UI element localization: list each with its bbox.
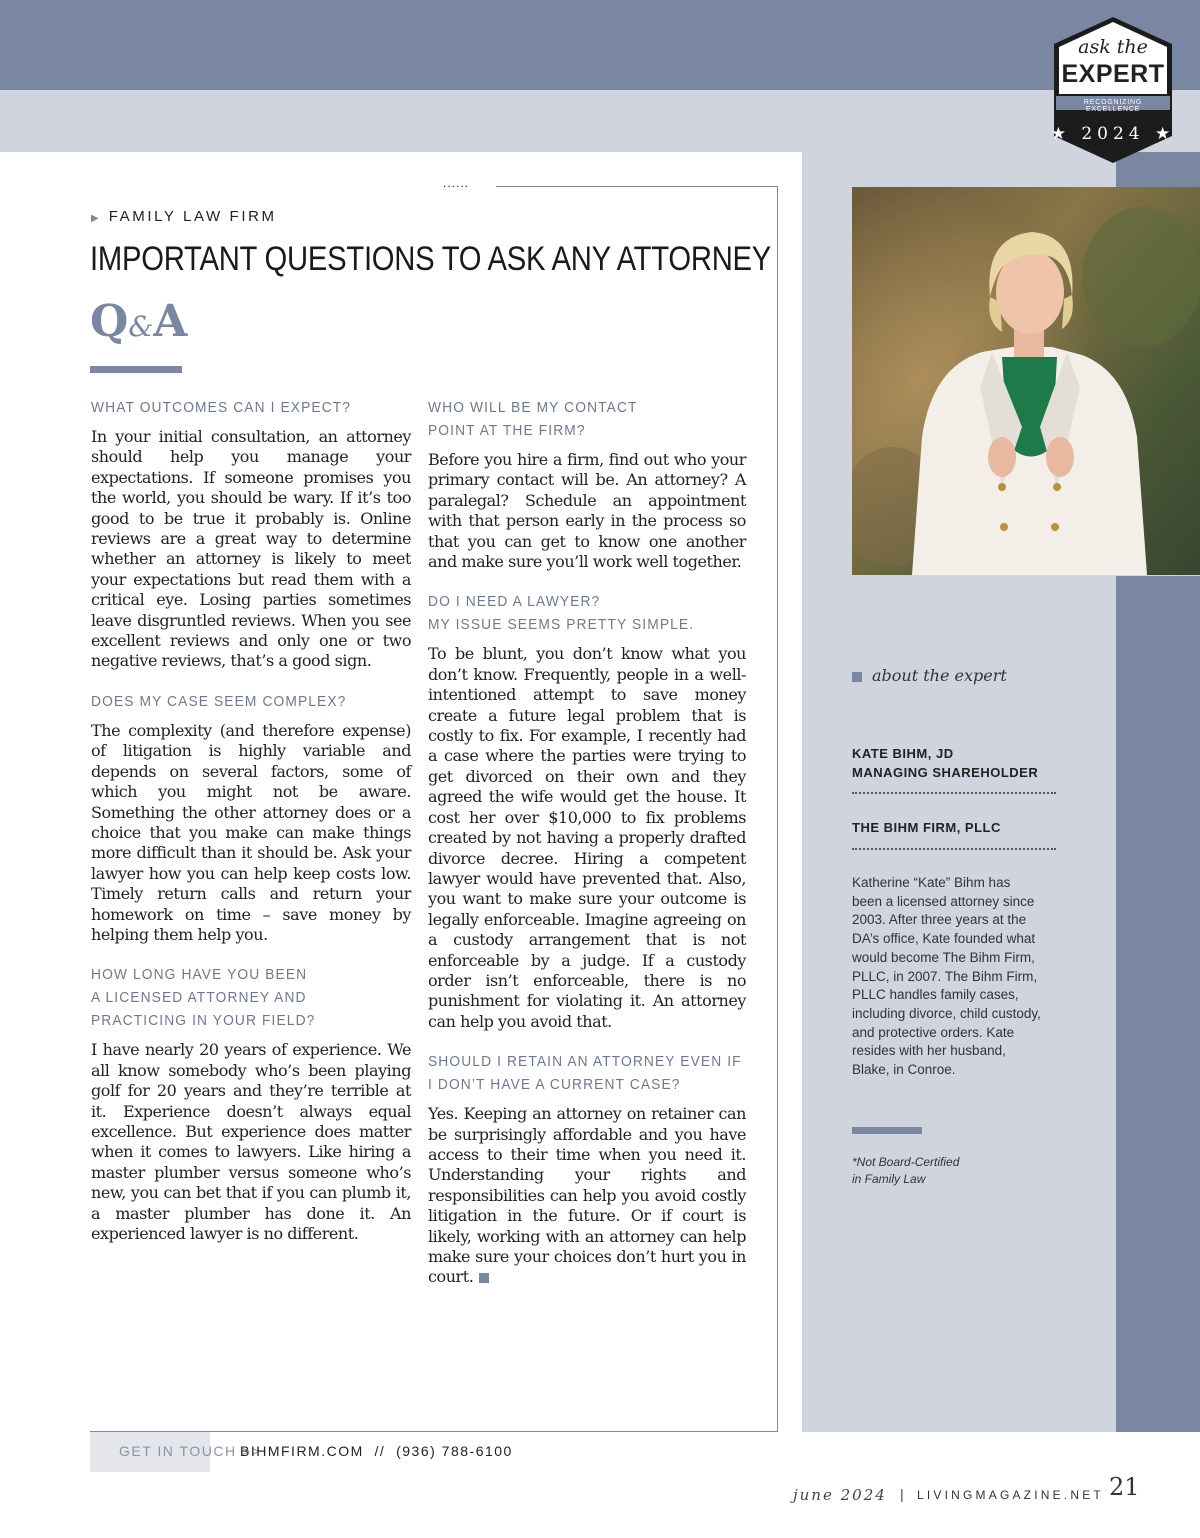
magazine-website[interactable]: LIVINGMAGAZINE.NET [917, 1488, 1104, 1502]
mid-color-band [0, 90, 1200, 152]
expert-bio: Katherine “Kate” Bihm has been a licensed attorney since 2003. After three years at the DA’s office, Kate founded what would become The Bihm Firm, PLLC, in 2007. The Bihm Firm, PLLC handles family cases, including divorce, child custody, and protective orders. Kate resides with her husband, Blake, in Conroe. [852, 875, 1041, 1078]
question-heading [91, 963, 385, 1032]
question-text: WHAT OUTCOMES CAN I EXPECT? [91, 399, 352, 416]
qa-logo [90, 296, 187, 347]
question-text-line: SHOULD I RETAIN AN ATTORNEY EVEN IF [428, 1053, 742, 1071]
question-heading [91, 396, 385, 419]
about-the-expert-label [852, 666, 1007, 685]
triangle-icon: ▶ [91, 213, 99, 224]
question-text-line: MY ISSUE SEEMS PRETTY SIMPLE. [428, 616, 695, 634]
square-bullet-icon [852, 672, 862, 682]
end-mark-icon [479, 1273, 489, 1283]
expert-portrait-photo [852, 187, 1200, 575]
top-color-band [0, 0, 1200, 90]
answer-paragraph: To be blunt, you don’t know what you don’t know. Frequently, people in a well-intentioned attempt to save money create a future legal problem that is costly to fix. For example, I recently had a case where the parties were trying to get divorced on their own and they agreed the wife would get the house. It cost her over $10,000 to fix problems created by not having a properly drafted divorce decree. Hiring a competent lawyer would have prevented that. Also, you want to make sure your outcome is legally enforceable. Imagine agreeing on a custody arrangement that is not enforceable by a judge. If a custody order isn’t enforceable, there is no punishment for violating it. An attorney can help you avoid that. [428, 644, 746, 1031]
article-title: IMPORTANT QUESTIONS TO ASK ANY ATTORNEY [90, 240, 772, 278]
question-heading [91, 690, 385, 713]
question-text: DOES MY CASE SEEM COMPLEX? [91, 692, 347, 710]
qa-underline-bar [90, 366, 182, 373]
expert-role: MANAGING SHAREHOLDER [852, 765, 1039, 780]
badge-year: ★ 2024 ★ [1050, 124, 1176, 144]
ask-the-expert-badge [1050, 14, 1176, 166]
badge-line1: ask the [1078, 36, 1148, 58]
question-heading [428, 1050, 742, 1096]
section-kicker [91, 208, 277, 225]
badge-line2: EXPERT [1061, 60, 1165, 88]
note-line: *Not Board-Certified [852, 1155, 960, 1169]
firm-name: THE BIHM FIRM, PLLC [852, 820, 1001, 835]
dotted-divider [852, 792, 1056, 794]
frame-line-top [496, 186, 778, 187]
question-text-line: WHO WILL BE MY CONTACT [428, 399, 638, 416]
question-text-line: DO I NEED A LAWYER? [428, 593, 601, 611]
kicker-text: FAMILY LAW FIRM [108, 208, 277, 225]
decor-dots: ...... [443, 176, 470, 190]
badge-tagline: RECOGNIZING EXCELLENCE [1083, 99, 1143, 113]
certification-note [852, 1154, 1032, 1188]
question-text-line: HOW LONG HAVE YOU BEEN [91, 966, 308, 984]
answer-paragraph: Before you hire a firm, find out who your primary contact will be. An attorney? A paralegal? Schedule an appointment with that person early in the process so that you can get to know one another and make sure you’ll work well together. [428, 450, 746, 572]
get-in-touch-label: GET IN TOUCH >> [119, 1443, 262, 1459]
question-text-line: A LICENSED ATTORNEY AND [91, 989, 307, 1007]
about-label-text: about the expert [872, 666, 1007, 685]
bio-divider-bar [852, 1127, 922, 1134]
sidebar-accent-bottom [1116, 576, 1200, 1432]
footer-separator: | [900, 1486, 904, 1502]
note-line: in Family Law [852, 1172, 926, 1186]
qa-amp: & [128, 310, 154, 343]
expert-name-block [852, 744, 1038, 782]
frame-line-right [777, 186, 778, 1432]
answer-paragraph [428, 1104, 746, 1288]
left-column [91, 396, 411, 1262]
question-text-line: POINT AT THE FIRM? [428, 422, 586, 439]
expert-name: KATE BIHM, JD [852, 746, 954, 761]
right-column [428, 396, 746, 1306]
dotted-divider [852, 848, 1056, 850]
question-heading [428, 396, 721, 442]
qa-a: A [153, 296, 188, 347]
answer-paragraph: The complexity (and therefore expense) of litigation is highly variable and depends on several factors, some of which you might not be aware. Something the other attorney does or a choice that you make can make things more difficult than it should be. Ask your lawyer how you can help keep costs low. Timely return calls and return your homework on time – save money by helping them help you. [91, 720, 411, 944]
answer-text: Yes. Keeping an attorney on retainer can be surprisingly affordable and you have access to their time when you need it. Understanding your rights and responsibilities can help you avoid costly litigation in the future. Or if court is likely, working with an attorney can help make sure your choices don’t hurt you in court. [428, 1104, 746, 1287]
answer-paragraph: In your initial consultation, an attorney should help you manage your expectations. If someone promises you the world, you should be wary. If it’s too good to be true it probably is. Online reviews are a great way to determine whether an attorney is likely to meet your expectations but read them with a critical eye. Losing parties sometimes leave disgruntled reviews. When you see excellent reviews and only one or two negative reviews, that’s a good sign. [91, 427, 411, 671]
page-number: 21 [1109, 1473, 1140, 1501]
question-text-line: PRACTICING IN YOUR FIELD? [91, 1012, 316, 1030]
question-text-line: I DON’T HAVE A CURRENT CASE? [428, 1076, 681, 1094]
qa-q: Q [90, 296, 129, 347]
answer-paragraph: I have nearly 20 years of experience. We all know somebody who’s been playing golf for 20 years and they’re terrible at it. Experience doesn’t always equal excellence. But experience does matter when it comes to lawyers. Like hiring a master plumber versus someone who’s new, you can bet that if you can plumb it, a master plumber has done it. An experienced lawyer is no different. [91, 1040, 411, 1243]
question-heading [428, 590, 721, 636]
issue-date: june 2024 [793, 1486, 887, 1504]
contact-info[interactable]: BIHMFIRM.COM // (936) 788-6100 [240, 1443, 513, 1459]
portrait-illustration [852, 187, 1200, 575]
